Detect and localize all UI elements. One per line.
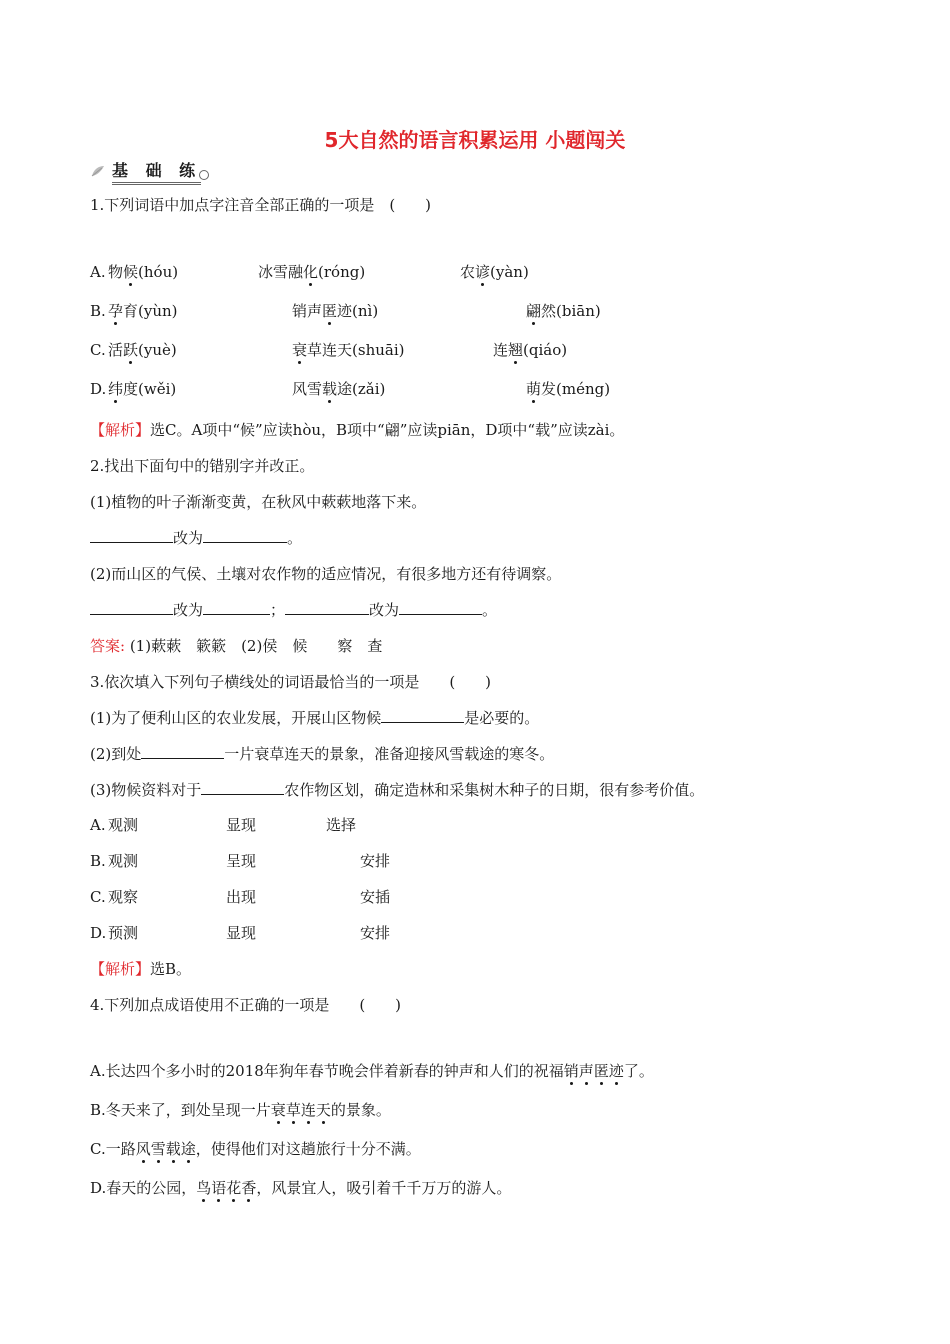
option-label: D. <box>90 380 107 398</box>
q1-d-item-2: 风雪载途(zǎi) <box>292 380 386 398</box>
q1-a-item-3: 农谚(yàn) <box>460 263 529 281</box>
q1-a-item-2: 冰雪融化(róng) <box>258 263 366 281</box>
analysis-tag: 【解析】 <box>90 421 151 439</box>
option-word: 安插 <box>360 888 391 906</box>
option-word: 观测 <box>108 852 139 870</box>
q2-sentence-2: (2)而山区的气侯、土壤对农作物的适应情况，有很多地方还有待调察。 <box>90 565 562 583</box>
option-word: 呈现 <box>226 852 257 870</box>
q1-c-item-1: 活跃(yuè) <box>108 341 177 359</box>
q3-sentence-2: (2)到处 一片衰草连天的景象，准备迎接风雪载途的寒冬。 <box>90 745 555 763</box>
q1-d-item-3: 萌发(méng) <box>526 380 611 398</box>
q2-answer: 答案: (1)蔌蔌 簌簌 (2)侯 候 察 查 <box>90 637 383 655</box>
q3-analysis: 【解析】选B。 <box>90 960 192 978</box>
q4-stem: 4.下列加点成语使用不正确的一项是 ( ) <box>90 996 402 1014</box>
q2-fill-2: 改为 ； 改为 。 <box>90 600 497 620</box>
q4-option-a: A.长达四个多小时的2018年狗年春节晚会伴着新春的钟声和人们的祝福销声匿迹了。 <box>90 1062 654 1080</box>
q4-option-c: C.一路风雪载途，使得他们对这趟旅行十分不满。 <box>90 1140 421 1158</box>
q3-sentence-3: (3)物候资料对于 农作物区划，确定造林和采集树木种子的日期，很有参考价值。 <box>90 781 705 799</box>
analysis-tag: 【解析】 <box>90 960 151 978</box>
option-word: 选择 <box>326 816 357 834</box>
q3-sentence-1: (1)为了便利山区的农业发展，开展山区物候 是必要的。 <box>90 709 540 727</box>
option-label: B. <box>90 852 106 870</box>
q4-option-b: B.冬天来了，到处呈现一片衰草连天的景象。 <box>90 1101 391 1119</box>
answer-blank[interactable] <box>141 744 224 759</box>
answer-blank[interactable] <box>203 528 287 543</box>
section-heading <box>90 160 209 182</box>
option-label: A. <box>90 263 106 281</box>
option-word: 观察 <box>108 888 139 906</box>
option-word: 安排 <box>360 924 391 942</box>
option-label: C. <box>90 341 106 359</box>
q2-stem: 2.找出下面句中的错别字并改正。 <box>90 457 315 475</box>
q4-option-d: D.春天的公园，鸟语花香，风景宜人，吸引着千千万万的游人。 <box>90 1179 512 1197</box>
answer-blank[interactable] <box>399 600 482 615</box>
option-word: 显现 <box>226 816 257 834</box>
q1-a-item-1: 物候(hóu) <box>108 263 179 281</box>
option-word: 出现 <box>226 888 257 906</box>
circle-ornament-icon <box>199 170 209 180</box>
q1-d-item-1: 纬度(wěi) <box>108 380 177 398</box>
q1-analysis: 【解析】选C。A项中“候”应读hòu，B项中“翩”应读piān，D项中“载”应读zài。 <box>90 421 625 439</box>
answer-blank[interactable] <box>201 780 284 795</box>
answer-blank[interactable] <box>90 600 173 615</box>
answer-blank[interactable] <box>285 600 369 615</box>
option-word: 观测 <box>108 816 139 834</box>
q1-b-item-2: 销声匿迹(nì) <box>292 302 379 320</box>
option-word: 安排 <box>360 852 391 870</box>
answer-blank[interactable] <box>381 708 464 723</box>
answer-tag: 答案: <box>90 637 126 655</box>
document-title: 5大自然的语言积累运用 小题闯关 <box>324 128 626 152</box>
option-label: C. <box>90 888 106 906</box>
q2-fill-1: 改为 。 <box>90 528 302 548</box>
answer-blank[interactable] <box>90 528 173 543</box>
option-word: 预测 <box>108 924 139 942</box>
section-heading-text: 基 础 练 <box>112 158 201 185</box>
q1-c-item-2: 衰草连天(shuāi) <box>292 341 405 359</box>
q1-c-item-3: 连翘(qiáo) <box>493 341 568 359</box>
leaf-ornament-icon <box>90 164 106 178</box>
option-word: 显现 <box>226 924 257 942</box>
q2-sentence-1: (1)植物的叶子渐渐变黄，在秋风中蔌蔌地落下来。 <box>90 493 427 511</box>
q3-stem: 3.依次填入下列句子横线处的词语最恰当的一项是 ( ) <box>90 673 492 691</box>
option-label: D. <box>90 924 107 942</box>
q1-b-item-3: 翩然(biān) <box>526 302 601 320</box>
option-label: B. <box>90 302 106 320</box>
option-label: A. <box>90 816 106 834</box>
q1-stem: 1.下列词语中加点字注音全部正确的一项是 ( ) <box>90 196 432 214</box>
answer-blank[interactable] <box>203 600 270 615</box>
q1-b-item-1: 孕育(yùn) <box>108 302 178 320</box>
